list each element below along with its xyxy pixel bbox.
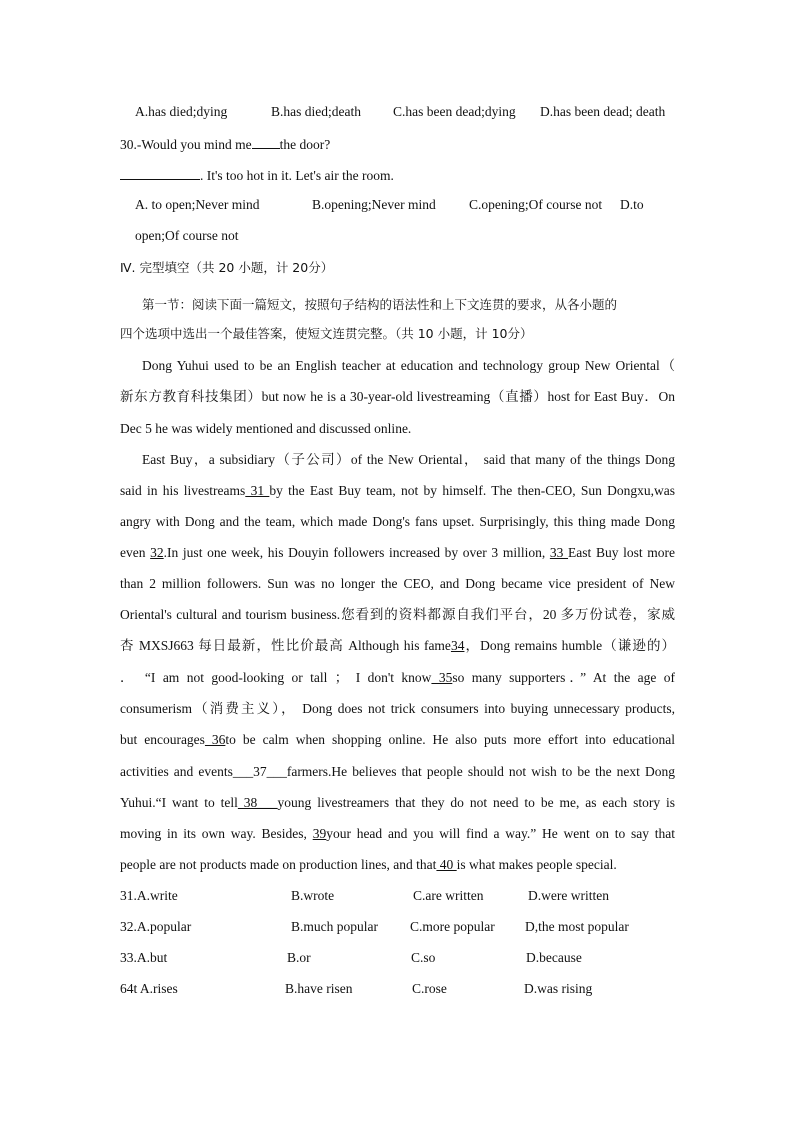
blank-32: 32 — [150, 545, 164, 560]
q32-option-a: 32.A.popular — [120, 919, 192, 934]
q31-option-a: 31.A.write — [120, 888, 178, 903]
q29-option-d: D.has been dead; death — [540, 104, 666, 119]
passage-p2-line-14 — [120, 856, 675, 874]
text-run: farmers.He believes that people should not wish to be the next Dong — [286, 764, 675, 779]
q34-option-c: C.rose — [412, 981, 447, 996]
passage-p2-line-3: angry with Dong and the team, which made Dong's fans upset. Surprisingly, this thing made Dong — [120, 514, 675, 529]
q34-option-a: 64t A.rises — [120, 981, 178, 996]
text-run: your head and you will find a way.” He went on to say that — [326, 826, 675, 841]
blank-37: ___37___ — [232, 764, 287, 779]
q30-option-a: A. to open;Never mind — [135, 197, 260, 212]
blank-35: 35 — [431, 670, 453, 685]
q29-option-b: B.has died;death — [271, 104, 361, 119]
text-run: East Buy lost more — [568, 545, 676, 560]
q30-blank — [252, 135, 280, 149]
q30-reply-text: . It's too hot in it. Let's air the room. — [200, 168, 394, 183]
q29-option-a: A.has died;dying — [135, 104, 228, 119]
passage-p2-line-11 — [120, 763, 675, 781]
text-run: 杏 MXSJ663 每日最新，性比价最高 Although his fame — [120, 638, 451, 653]
q30-reply — [120, 166, 675, 185]
text-run: so many supporters．” At the age of — [452, 670, 675, 685]
q31-option-d: D.were written — [528, 888, 609, 903]
passage-p2-line-2 — [120, 482, 675, 500]
passage-p2-line-8 — [120, 669, 675, 687]
text-run: said in his livestreams — [120, 483, 246, 498]
blank-31: 31 — [245, 483, 270, 498]
q30-option-b: B.opening;Never mind — [312, 197, 436, 212]
passage-p1-line-3: Dec 5 he was widely mentioned and discussed online. — [120, 421, 412, 436]
text-run: Yuhui.“I want to tell — [120, 795, 238, 810]
passage-p2-line-9: consumerism（消费主义）， Dong does not trick consumers into buying unnecessary products, — [120, 701, 675, 716]
q30-stem-end: the door? — [279, 137, 331, 152]
text-run: young livestreamers that they do not need to be me, as each story is — [277, 795, 675, 810]
text-run: ． “I am not good-looking or tall ； I don't know — [120, 670, 432, 685]
passage-p2-line-4 — [120, 544, 675, 562]
passage-p1-line-2: 新东方教育科技集团）but now he is a 30-year-old livestreaming（直播）host for East Buy．On — [120, 389, 675, 404]
q30-stem — [120, 135, 675, 154]
passage-p2-line-12 — [120, 794, 675, 812]
q32-option-c: C.more popular — [410, 919, 495, 934]
blank-36: 36 — [204, 732, 226, 747]
q33-option-d: D.because — [526, 950, 582, 965]
q33-option-c: C.so — [411, 950, 436, 965]
text-run: by the East Buy team, not by himself. The then-CEO, Sun Dongxu,was — [269, 483, 676, 498]
blank-33: 33 — [549, 545, 569, 560]
passage-p1-line-1: Dong Yuhui used to be an English teacher at education and technology group New Oriental（ — [142, 358, 675, 373]
text-run: to be calm when shopping online. He also puts more effort into educational — [225, 732, 676, 747]
blank-34: 34 — [450, 638, 465, 653]
text-run: activities and events — [120, 764, 233, 779]
section-heading: Ⅳ. 完型填空（共 20 小题，计 20分） — [120, 260, 334, 275]
passage-p2-line-7 — [120, 637, 675, 655]
passage-p2-line-1: East Buy，a subsidiary（子公司）of the New Oriental， said that many of the things Dong — [142, 452, 675, 467]
instruction-line-2: 四个选项中选出一个最佳答案，使短文连贯完整。（共 10 小题，计 10分） — [120, 326, 533, 341]
q30-option-d: D.to — [620, 197, 644, 212]
blank-38: 38___ — [237, 795, 278, 810]
text-run: people are not products made on production lines, and that — [120, 857, 437, 872]
q31-option-b: B.wrote — [291, 888, 335, 903]
q33-option-a: 33.A.but — [120, 950, 168, 965]
text-run: ，Dong remains humble（谦逊的） — [464, 638, 676, 653]
q34-option-d: D.was rising — [524, 981, 593, 996]
instruction-line-1: 第一节：阅读下面一篇短文，按照句子结构的语法性和上下文连贯的要求，从各小题的 — [142, 297, 618, 312]
q32-option-d: D,the most popular — [525, 919, 629, 934]
passage-p2-line-13 — [120, 825, 675, 843]
q34-option-b: B.have risen — [285, 981, 353, 996]
passage-p2-line-5: than 2 million followers. Sun was no longer the CEO, and Dong became vice president of New — [120, 576, 675, 591]
text-run: but encourages — [120, 732, 205, 747]
passage-p2-line-6: Oriental's cultural and tourism business.您看到的资料都源自我们平台，20 多万份试卷，家威 — [120, 607, 675, 622]
q32-option-b: B.much popular — [291, 919, 378, 934]
blank-39: 39 — [312, 826, 327, 841]
q30-option-d-cont: open;Of course not — [135, 228, 239, 243]
q30-option-c: C.opening;Of course not — [469, 197, 603, 212]
q31-option-c: C.are written — [413, 888, 484, 903]
q29-option-c: C.has been dead;dying — [393, 104, 516, 119]
q33-option-b: B.or — [287, 950, 311, 965]
q30-stem-text: 30.-Would you mind me — [120, 137, 252, 152]
text-run: even — [120, 545, 151, 560]
text-run: is what makes people special. — [456, 857, 617, 872]
q30-reply-blank — [120, 166, 200, 180]
blank-40: 40 — [436, 857, 457, 872]
text-run: moving in its own way. Besides, — [120, 826, 313, 841]
passage-p2-line-10 — [120, 731, 675, 749]
text-run: .In just one week, his Douyin followers increased by over 3 million, — [163, 545, 550, 560]
